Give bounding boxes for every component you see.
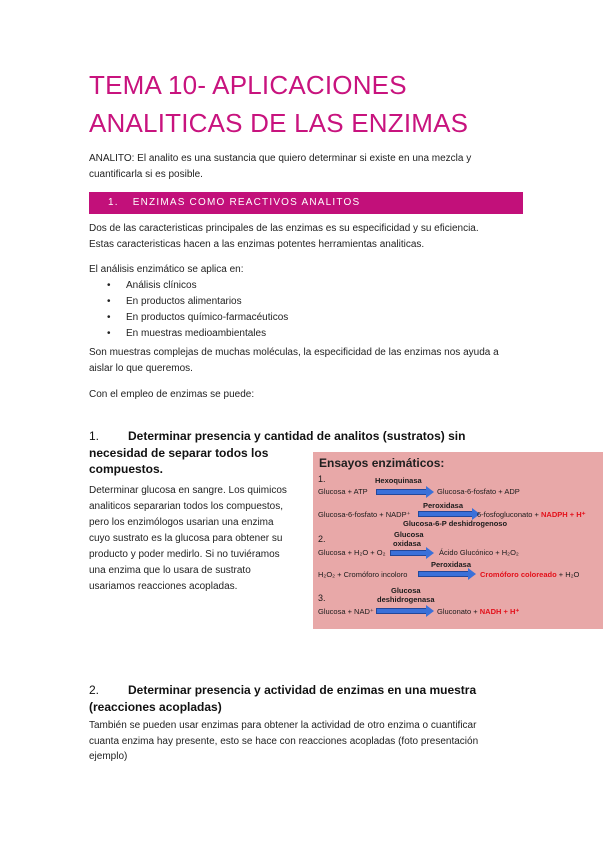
body2-line-1: También se pueden usar enzimas para obtener la actividad de otro enzima o cuantificar — [89, 720, 477, 731]
bullet-icon: • — [107, 312, 111, 323]
body1-line: usariamos reacciones acopladas. — [89, 581, 238, 592]
section-heading-bar — [89, 192, 523, 214]
intro-line-2: cuantificarla si es posible. — [89, 168, 203, 180]
reaction-4-left: H₂O₂ + Cromóforo incoloro — [318, 570, 408, 579]
reaction-5-product-highlight: NADH + H⁺ — [479, 607, 520, 616]
para3-line-1: Son muestras complejas de muchas moléculas, la especificidad de las enzimas nos ayuda a — [89, 347, 499, 358]
page-title — [89, 66, 569, 142]
list-item-text: En productos químico-farmacéuticos — [126, 312, 289, 323]
enzyme-label-glucosa-oxidasa-a: Glucosa — [394, 530, 424, 539]
bullet-icon: • — [107, 328, 111, 339]
reaction-4-right — [480, 570, 579, 579]
reaction-3-left: Glucosa + H₂O + O₂ — [318, 548, 386, 557]
intro-paragraph — [89, 151, 519, 182]
figure-title: Ensayos enzimáticos: — [319, 456, 445, 470]
list-item — [89, 294, 489, 310]
list-item-text: En muestras medioambientales — [126, 328, 267, 339]
reaction-1-right: Glucosa-6-fosfato + ADP — [437, 487, 520, 496]
list-item-text: En productos alimentarios — [126, 296, 242, 307]
paragraph-applications-intro: El análisis enzimático se aplica en: — [89, 264, 244, 275]
list-item — [89, 278, 489, 294]
applications-list — [89, 278, 489, 342]
reaction-2-product: 6-fosfogluconato + — [477, 510, 539, 519]
para1-line-1: Dos de las caracteristicas principales de las enzimas es su especificidad y su eficiencia. — [89, 223, 479, 234]
paragraph-characteristics — [89, 221, 519, 252]
subheading-1-line-3: compuestos. — [89, 462, 164, 476]
paragraph-glucose-example — [89, 483, 314, 595]
list-item-text: Análisis clínicos — [126, 280, 197, 291]
subheading-2-line-1: Determinar presencia y actividad de enzimas en una muestra — [128, 683, 477, 697]
reaction-4-product-highlight: Cromóforo coloreado — [480, 570, 557, 579]
paragraph-coupled-reactions — [89, 718, 529, 765]
body2-line-2: cuanta enzima hay presente, esto se hace con reacciones acopladas (foto presentación — [89, 735, 479, 747]
reaction-arrow-icon — [376, 487, 434, 497]
reaction-4-product: + H₂O — [558, 570, 580, 579]
enzymatic-assays-figure — [313, 452, 603, 629]
reaction-arrow-icon — [418, 569, 476, 579]
reaction-2-right — [477, 510, 586, 519]
reaction-3-right: Ácido Glucónico + H₂O₂ — [439, 548, 519, 557]
subheading-2-line-2: (reacciones acopladas) — [89, 699, 222, 714]
reaction-arrow-icon — [390, 548, 434, 558]
para1-line-2: Estas caracteristicas hacen a las enzimas potentes herramientas analiticas. — [89, 238, 425, 250]
subheading-1-line-1: Determinar presencia y cantidad de analitos (sustratos) sin — [128, 429, 466, 443]
section-number: 1. — [108, 197, 119, 208]
reaction-arrow-icon — [376, 606, 434, 616]
list-item — [89, 326, 489, 342]
figure-number-3: 3. — [318, 593, 326, 603]
list-item — [89, 310, 489, 326]
title-line-1: TEMA 10- APLICACIONES — [89, 70, 407, 100]
bullet-icon: • — [107, 280, 111, 291]
subheading-2 — [89, 682, 529, 715]
enzyme-label-glucosa-oxidasa-b: oxidasa — [393, 539, 421, 548]
body1-line: pero los enzimólogos usarian una enzima — [89, 517, 274, 528]
bullet-icon: • — [107, 296, 111, 307]
reaction-1-left: Glucosa + ATP — [318, 487, 368, 496]
body2-line-3: ejemplo) — [89, 751, 128, 762]
paragraph-uses-intro: Con el empleo de enzimas se puede: — [89, 389, 255, 400]
body1-line: una enzima que lo usara de sustrato — [89, 565, 251, 576]
enzyme-label-glucosa-deshidrogenasa-b: deshidrogenasa — [377, 595, 435, 604]
reaction-5-right — [437, 607, 519, 616]
para3-line-2: aislar lo que queremos. — [89, 362, 193, 374]
body1-line: Determinar glucosa en sangre. Los quimicos — [89, 485, 287, 496]
enzyme-label-glucosa-deshidrogenasa-a: Glucosa — [391, 586, 421, 595]
figure-number-1: 1. — [318, 474, 326, 484]
reaction-2-left: Glucosa-6-fosfato + NADP⁺ — [318, 510, 411, 519]
enzyme-label-hexoquinasa: Hexoquinasa — [375, 476, 422, 485]
intro-line-1: ANALITO: El analito es una sustancia que quiero determinar si existe en una mezcla y — [89, 153, 472, 164]
subheading-1-line-2: necesidad de separar todos los — [89, 445, 269, 460]
reaction-arrow-icon — [418, 509, 480, 519]
body1-line: cuyo sustrato es la glucosa para obtener su — [89, 533, 283, 544]
subheading-1-number: 1. — [89, 429, 100, 443]
paragraph-complex-samples — [89, 345, 519, 376]
reaction-5-product: Gluconato + — [437, 607, 478, 616]
body1-line: producto y poder medirlo. Si no tuviéramos — [89, 549, 280, 560]
enzyme-label-g6p-deshidrogenoso: Glucosa-6-P deshidrogenoso — [403, 519, 508, 528]
enzyme-label-peroxidasa-2: Peroxidasa — [431, 560, 472, 569]
reaction-5-left: Glucosa + NAD⁺ — [318, 607, 374, 616]
figure-number-2: 2. — [318, 534, 326, 544]
subheading-2-number: 2. — [89, 683, 100, 697]
body1-line: analiticos separarian todos los compuestos, — [89, 501, 283, 512]
reaction-2-product-highlight: NADPH + H⁺ — [541, 510, 586, 519]
section-label: ENZIMAS COMO REACTIVOS ANALITOS — [132, 197, 361, 208]
title-line-2: ANALITICAS DE LAS ENZIMAS — [89, 108, 469, 138]
enzyme-label-peroxidasa-1: Peroxidasa — [423, 501, 464, 510]
